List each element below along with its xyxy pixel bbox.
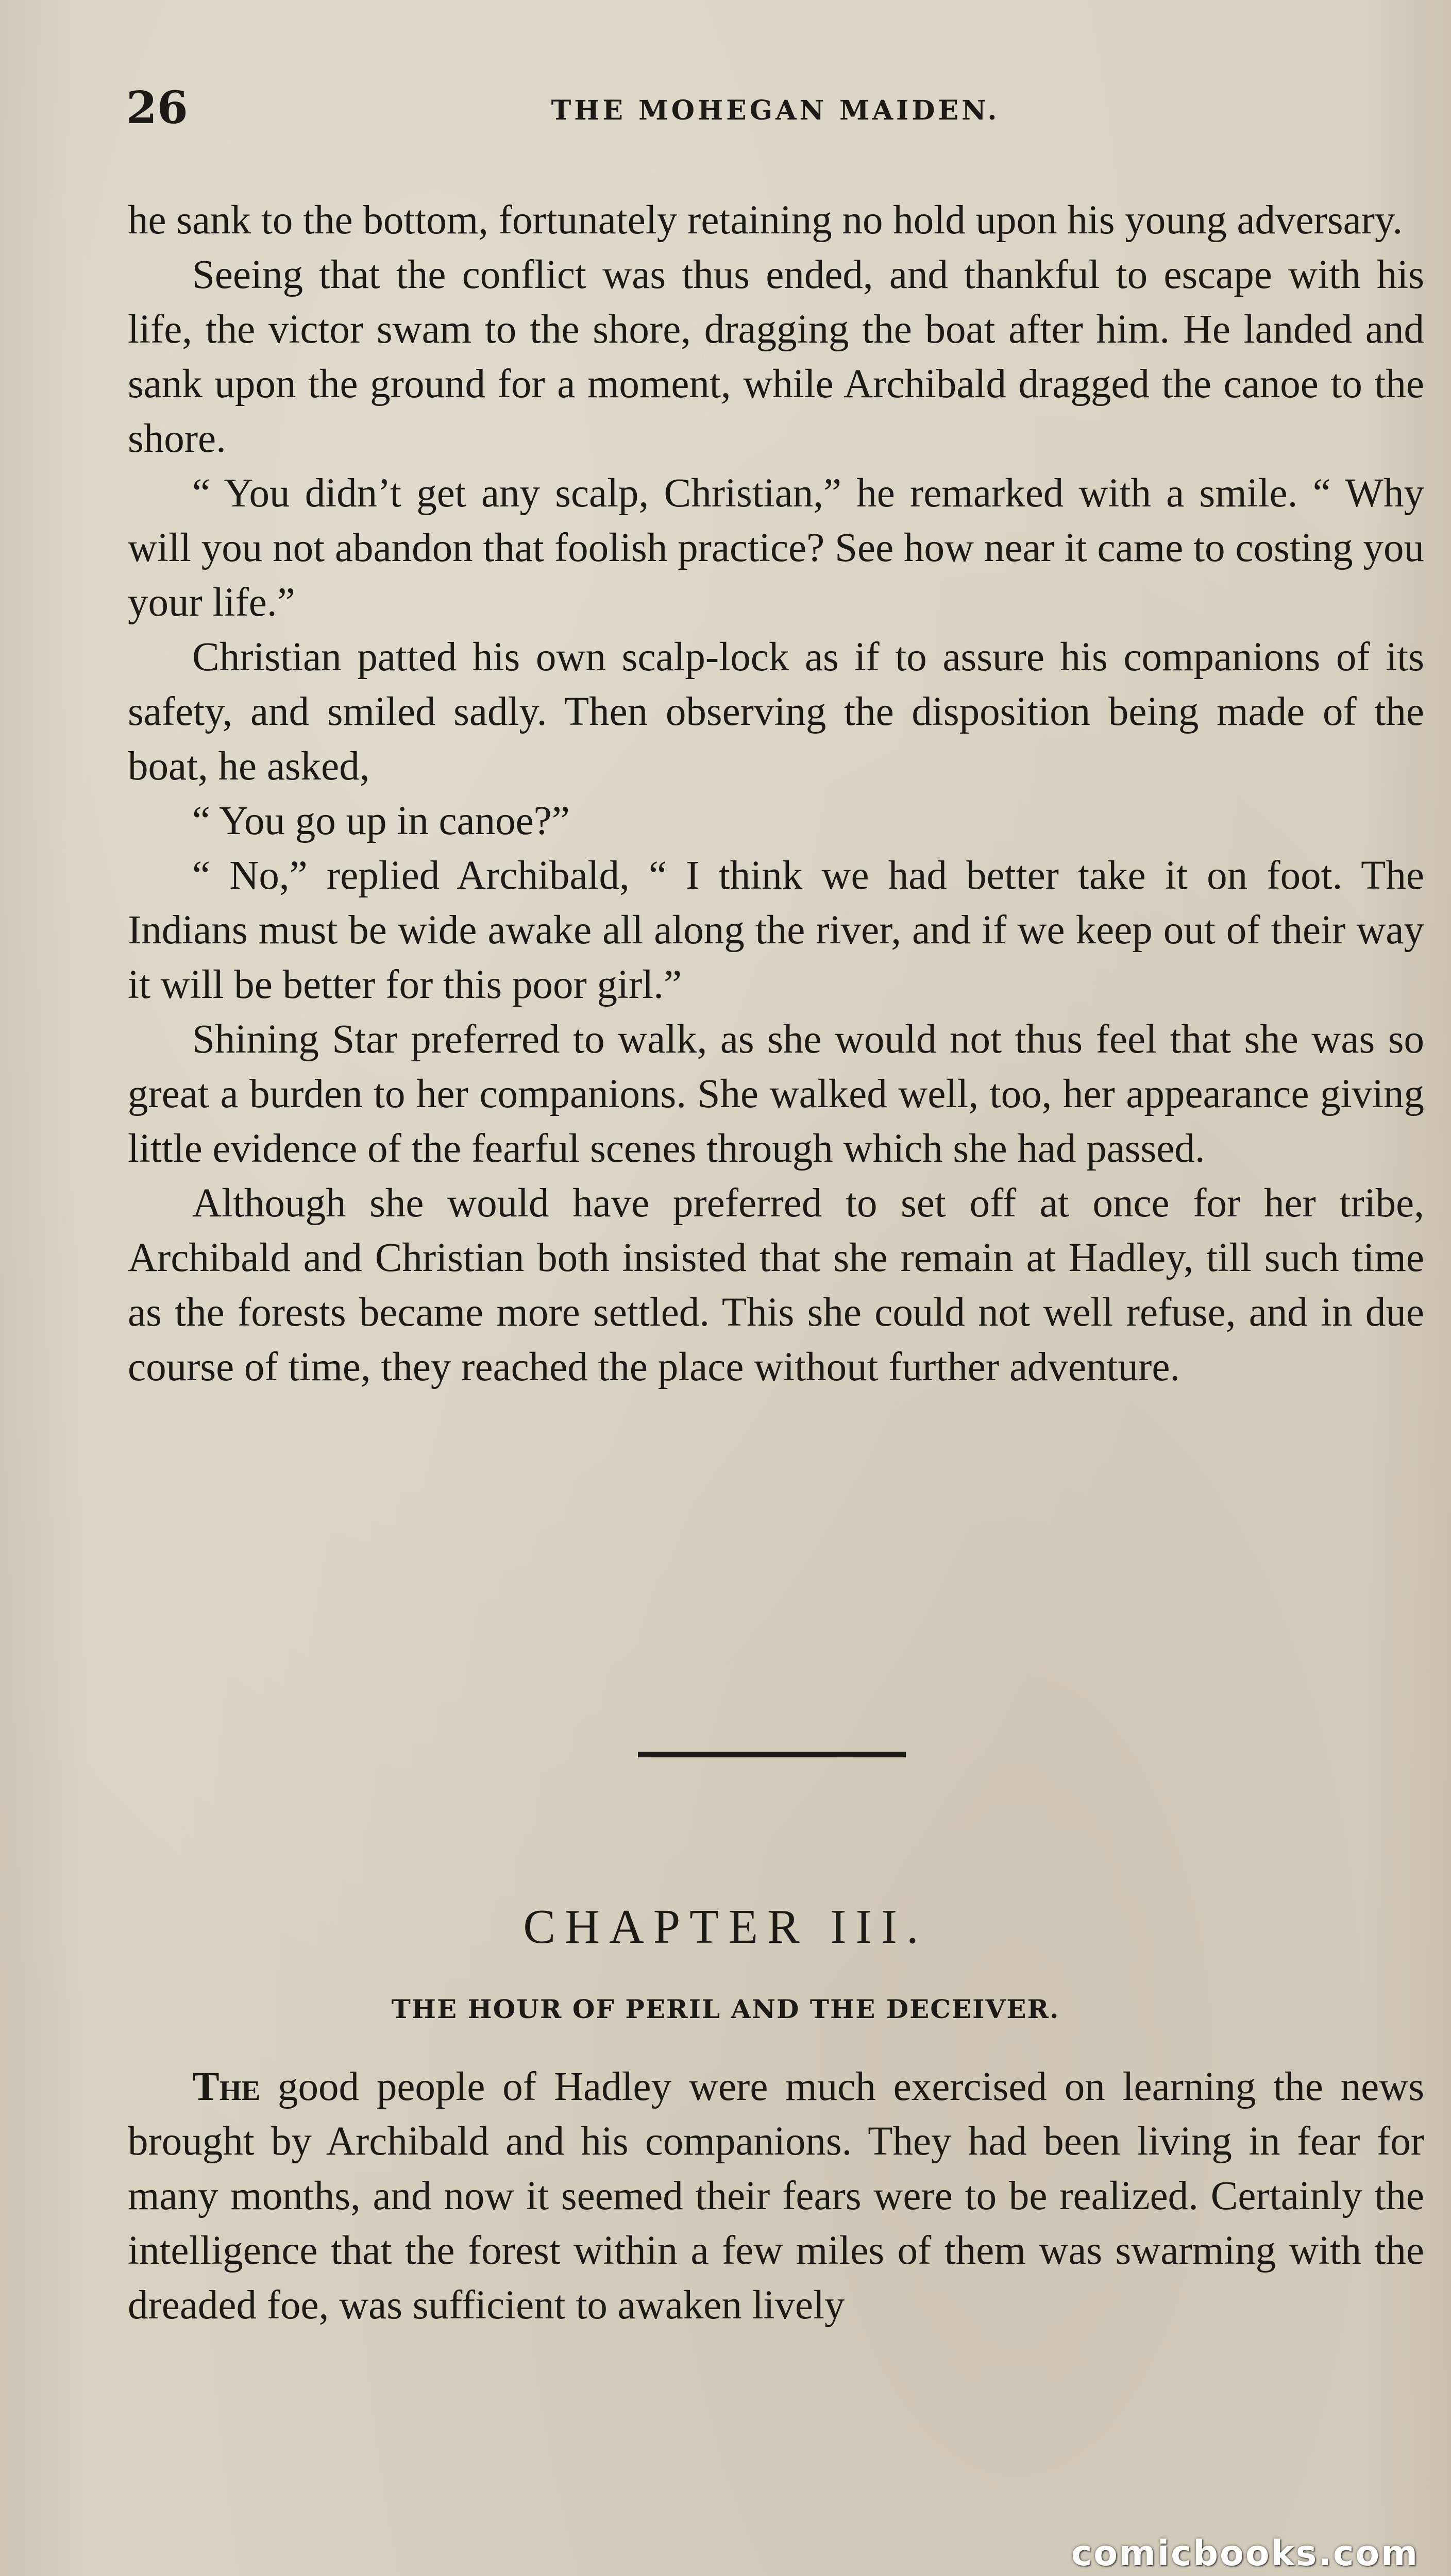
body-text bbox=[128, 193, 1424, 1395]
paragraph: Christian patted his own scalp-lock as if to assure his companions of its safety, and smiled sadly. Then observing the disposition being made of the boat, he asked, bbox=[128, 635, 1424, 789]
chapter-paragraph-text: good people of Hadley were much exercised on learning the news brought by Archibald and his companions. They had been living in fear for many months, and now it seemed their fears were to be realized. Certainly the intelligence that the forest within a few miles of them was swarming with the dreaded foe, was sufficient to awaken lively bbox=[128, 2064, 1424, 2328]
paragraph: “ No,” replied Archibald, “ I think we had better take it on foot. The Indians must be wide awake all along the river, and if we keep out of their way it will be better for this poor girl.” bbox=[128, 853, 1424, 1007]
watermark-text: comicbooks.com bbox=[1071, 2533, 1419, 2574]
paragraph: “ You didn’t get any scalp, Christian,” he remarked with a smile. “ Why will you not abandon that foolish practice? See how near it came to costing you your life.” bbox=[128, 471, 1424, 625]
chapter-text bbox=[128, 2060, 1424, 2333]
paragraph: “ You go up in canoe?” bbox=[192, 799, 570, 843]
section-divider bbox=[638, 1752, 906, 1757]
running-title: THE MOHEGAN MAIDEN. bbox=[551, 95, 1000, 126]
page-header bbox=[126, 77, 1425, 139]
paragraph: Seeing that the conflict was thus ended, and thankful to escape with his life, the victor swam to the shore, dragging the boat after him. He landed and sank upon the ground for a moment, while Archibald dragged the canoe to the shore. bbox=[128, 252, 1424, 461]
page-number: 26 bbox=[126, 82, 188, 134]
chapter-first-paragraph bbox=[128, 2060, 1424, 2333]
chapter-title: CHAPTER III. bbox=[523, 1900, 928, 1954]
paragraph: he sank to the bottom, fortunately retaining no hold upon his young adversary. bbox=[128, 198, 1403, 243]
chapter-subtitle: THE HOUR OF PERIL AND THE DECEIVER. bbox=[391, 1994, 1060, 2024]
paragraph: Although she would have preferred to set off at once for her tribe, Archibald and Christian both insisted that she remain at Hadley, till such time as the forests became more settled. This she could not well refuse, and in due course of time, they reached the place without further adventure. bbox=[128, 1181, 1424, 1389]
paragraph: Shining Star preferred to walk, as she would not thus feel that she was so great a burden to her companions. She walked well, too, her appearance giving little evidence of the fearful scenes through which she had passed. bbox=[128, 1017, 1424, 1171]
chapter-lead-word: The bbox=[192, 2064, 261, 2109]
